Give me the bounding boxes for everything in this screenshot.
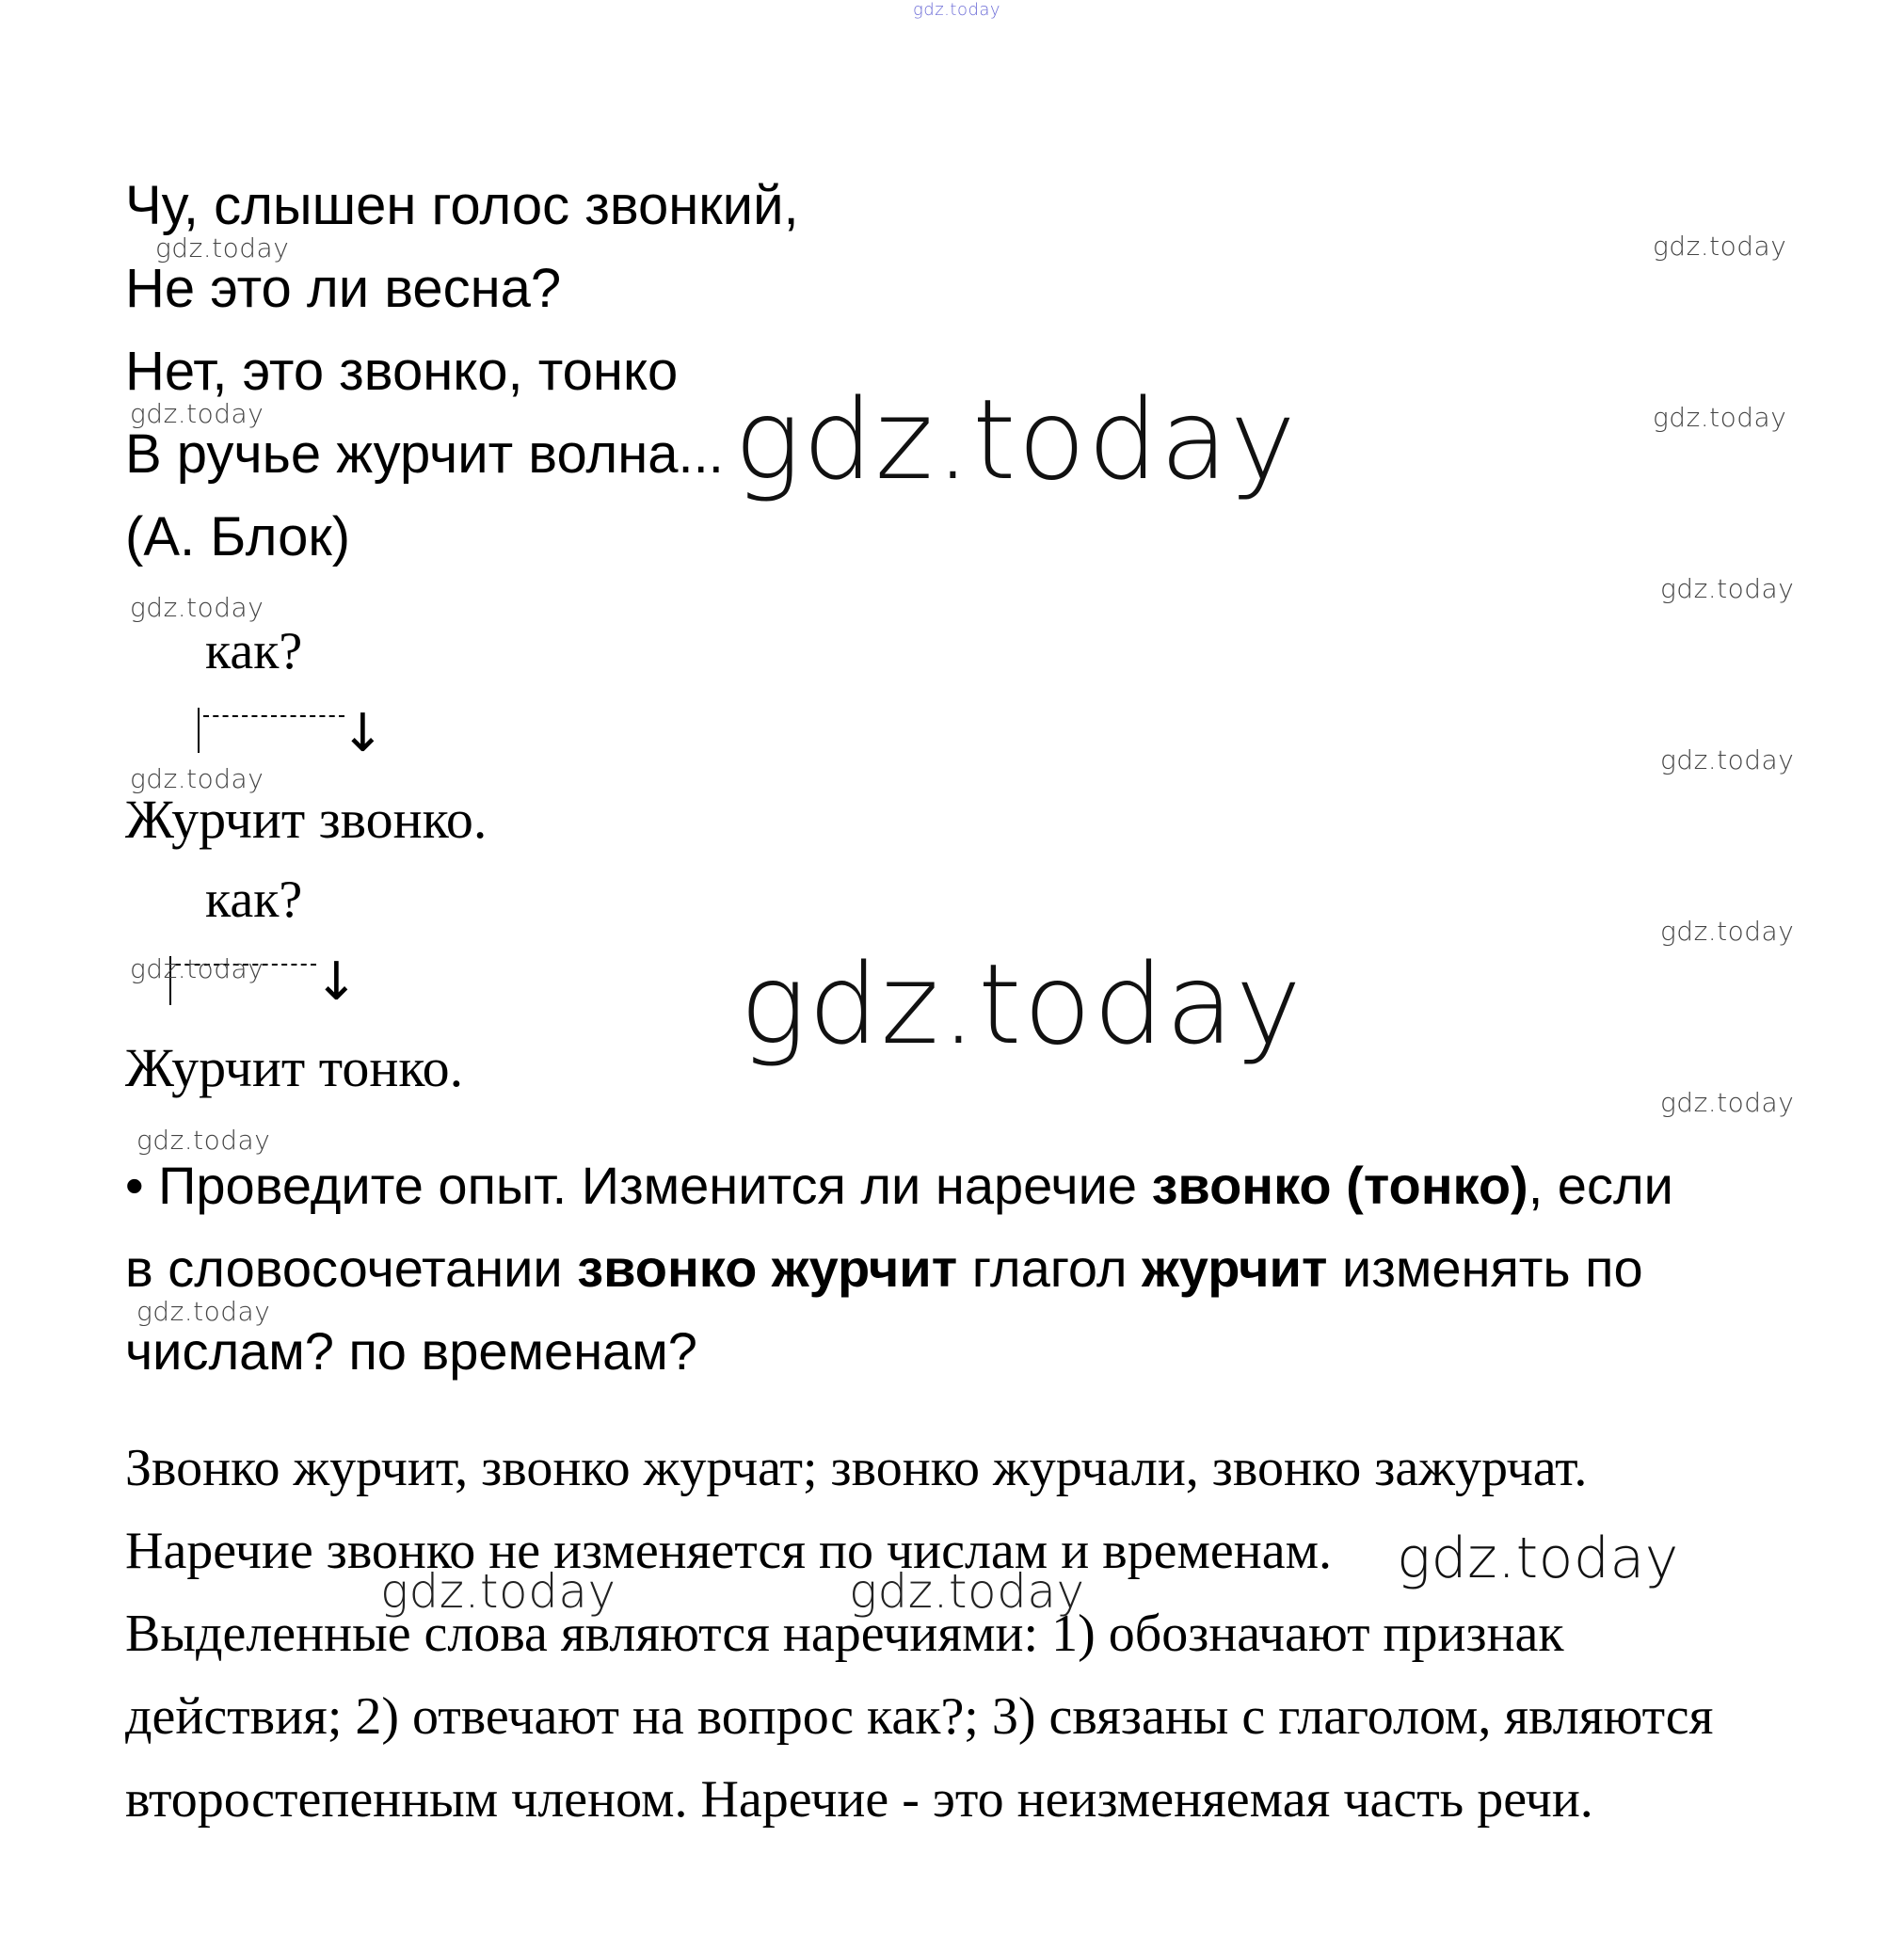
watermark: gdz.today bbox=[1653, 402, 1787, 433]
diagram-1-connector bbox=[198, 708, 200, 753]
task-text: изменять по bbox=[1327, 1238, 1643, 1298]
watermark: gdz.today bbox=[136, 1296, 271, 1327]
diagram-1-arrow-icon: ↓ bbox=[341, 703, 385, 764]
task-text: глагол bbox=[957, 1238, 1143, 1298]
task-line-3: числам? по временам? bbox=[125, 1321, 697, 1381]
answer-line-3: Выделенные слова являются наречиями: 1) обозначают признак bbox=[125, 1605, 1564, 1663]
task-text: , если bbox=[1528, 1156, 1673, 1215]
diagram-2-sentence: Журчит тонко. bbox=[125, 1037, 464, 1098]
poem-line-1: Чу, слышен голос звонкий, bbox=[125, 175, 799, 236]
watermark: gdz.today bbox=[913, 0, 1001, 20]
watermark: gdz.today bbox=[1660, 573, 1795, 604]
watermark: gdz.today bbox=[1660, 744, 1795, 775]
watermark: gdz.today bbox=[130, 763, 264, 794]
watermark: gdz.today bbox=[849, 1564, 1085, 1619]
watermark: gdz.today bbox=[380, 1564, 616, 1619]
poem-line-2: Не это ли весна? bbox=[125, 258, 562, 319]
answer-line-1: Звонко журчит, звонко журчат; звонко журчали, звонко зажурчат. bbox=[125, 1439, 1588, 1497]
task-emphasis: журчит bbox=[1142, 1238, 1328, 1298]
watermark: gdz.today bbox=[136, 1125, 271, 1156]
watermark: gdz.today bbox=[155, 232, 290, 264]
watermark: gdz.today bbox=[1660, 916, 1795, 947]
task-text: в словосочетании bbox=[125, 1238, 578, 1298]
task-line-1 bbox=[125, 1156, 1673, 1215]
answer-line-4: действия; 2) отвечают на вопрос как?; 3) связаны с глаголом, являются bbox=[125, 1687, 1714, 1746]
watermark: gdz.today bbox=[130, 398, 264, 429]
diagram-2-arrow-icon: ↓ bbox=[314, 951, 359, 1013]
task-emphasis: звонко (тонко) bbox=[1151, 1156, 1528, 1215]
diagram-1-sentence: Журчит звонко. bbox=[125, 789, 488, 850]
answer-line-5: второстепенным членом. Наречие - это неизменяемая часть речи. bbox=[125, 1770, 1593, 1829]
answer-line-2: Наречие звонко не изменяется по числам и временам. bbox=[125, 1522, 1333, 1580]
watermark: gdz.today bbox=[1397, 1526, 1679, 1591]
watermark: gdz.today bbox=[740, 939, 1304, 1069]
watermark: gdz.today bbox=[1660, 1087, 1795, 1118]
poem-author: (А. Блок) bbox=[125, 506, 351, 567]
watermark: gdz.today bbox=[734, 375, 1298, 504]
diagram-1-question: как? bbox=[205, 622, 303, 680]
watermark: gdz.today bbox=[130, 592, 264, 623]
watermark: gdz.today bbox=[130, 953, 264, 984]
task-emphasis: звонко журчит bbox=[577, 1238, 958, 1298]
watermark: gdz.today bbox=[1653, 231, 1787, 262]
poem-line-4: В ручье журчит волна... bbox=[125, 423, 724, 485]
diagram-2-question: как? bbox=[205, 871, 303, 929]
diagram-1-dash bbox=[203, 715, 344, 717]
poem-line-3: Нет, это звонко, тонко bbox=[125, 341, 679, 402]
task-line-2 bbox=[125, 1238, 1643, 1298]
task-text: • Проведите опыт. Изменится ли наречие bbox=[125, 1156, 1152, 1215]
